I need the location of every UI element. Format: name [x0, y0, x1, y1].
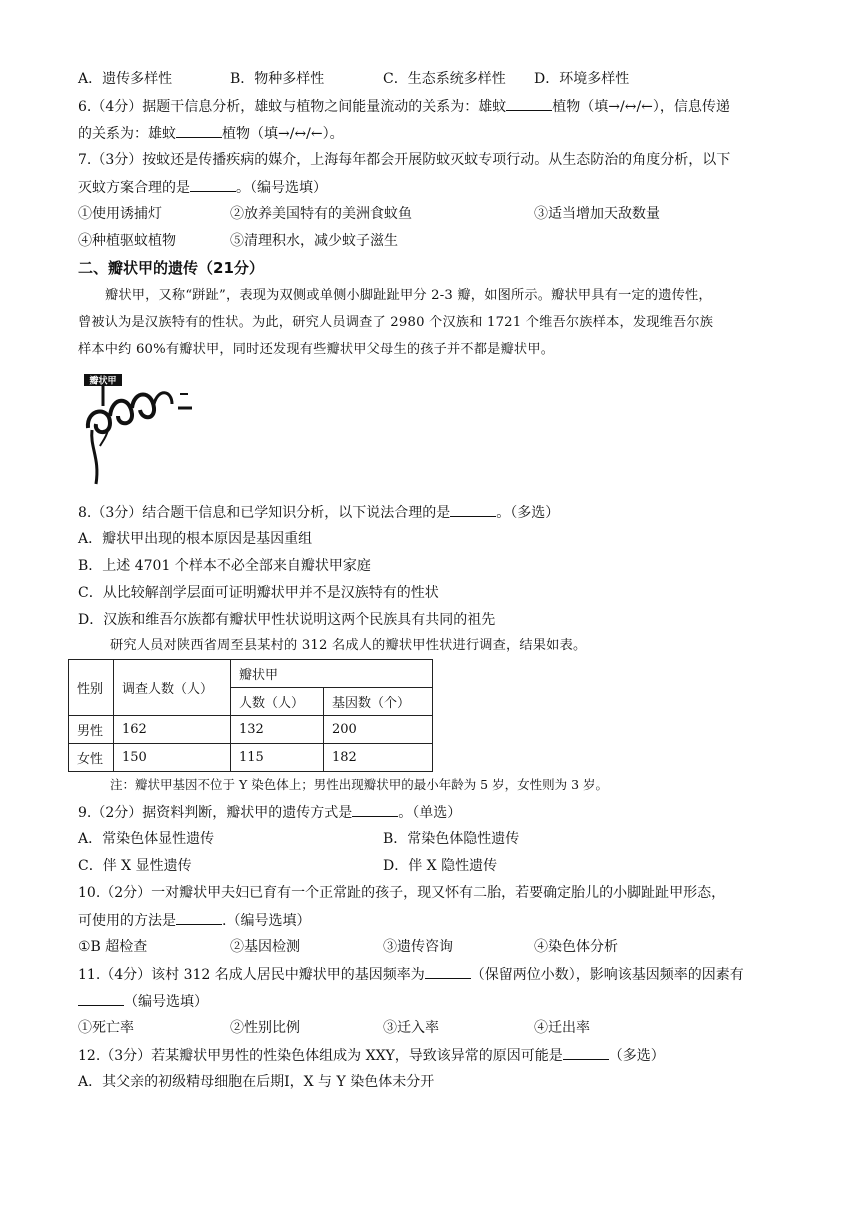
q10-stem-line1: 10.（2分）一对瓣状甲夫妇已育有一个正常趾的孩子，现又怀有二胎，若要确定胎儿的小脚趾趾甲形态，: [78, 885, 726, 901]
q6-text-part3: 的关系为：雄蚊: [78, 126, 176, 142]
q9-blank[interactable]: [352, 802, 398, 817]
q7-option-1: ①使用诱捕灯: [78, 206, 162, 222]
table-note: 注：瓣状甲基因不位于 Y 染色体上；男性出现瓣状甲的最小年龄为 5 岁，女性则为 3 岁。: [110, 777, 608, 792]
q10-option-2: ②基因检测: [230, 939, 300, 955]
q6-line1: [78, 96, 730, 117]
q6-blank-1[interactable]: [506, 96, 552, 111]
q7-option-4: ④种植驱蚊植物: [78, 233, 176, 249]
cell-genes: 200: [324, 716, 433, 744]
q8-stem: [78, 502, 559, 523]
q7-option-3: ③适当增加天敌数量: [534, 206, 660, 222]
header-count: 调查人数（人）: [114, 660, 231, 716]
q8-option-d: D．汉族和维吾尔族都有瓣状甲性状说明这两个民族具有共同的祖先: [78, 612, 496, 628]
q9-stem: [78, 802, 461, 823]
q7-stem-line2: [78, 177, 327, 198]
q6-text-part2: 植物（填→/↔/←），信息传递: [552, 99, 730, 115]
table-header-row: [69, 660, 433, 688]
section-2-para-line3: 样本中约 60%有瓣状甲，同时还发现有些瓣状甲父母生的孩子并不都是瓣状甲。: [78, 342, 555, 357]
q7-text-b: 。（编号选填）: [236, 180, 327, 196]
q10-option-1: ①B 超检查: [78, 939, 148, 955]
q8-option-a: A．瓣状甲出现的根本原因是基因重组: [78, 531, 313, 547]
foot-outline: [92, 430, 97, 484]
q6-text-part4: 植物（填→/↔/←）。: [222, 126, 344, 142]
q12-blank[interactable]: [563, 1045, 609, 1060]
cell-genes: 182: [324, 744, 433, 772]
q10-blank[interactable]: [176, 910, 222, 925]
section-2-para-line1: 瓣状甲，又称“跰趾”，表现为双侧或单侧小脚趾趾甲分 2-3 瓣，如图所示。瓣状甲具有一定的遗传性，: [105, 288, 712, 303]
survey-table: [68, 659, 433, 772]
q12-text-a: 12.（3分）若某瓣状甲男性的性染色体组成为 XXY，导致该异常的原因可能是: [78, 1048, 563, 1064]
q8-text-a: 8.（3分）结合题干信息和已学知识分析，以下说法合理的是: [78, 505, 451, 521]
toe-outline-3: [132, 395, 154, 418]
q7-option-2: ②放养美国特有的美洲食蚊鱼: [230, 206, 412, 222]
cell-count: 162: [114, 716, 231, 744]
header-sex: 性别: [69, 660, 114, 716]
q11-text-a: 11.（4分）该村 312 名成人居民中瓣状甲的基因频率为: [78, 967, 425, 983]
q8-option-c: C．从比较解剖学层面可证明瓣状甲并不是汉族特有的性状: [78, 585, 439, 601]
q10-text-a: 可使用的方法是: [78, 913, 176, 929]
table-row: [69, 716, 433, 744]
q9-text-a: 9.（2分）据资料判断，瓣状甲的遗传方式是: [78, 805, 353, 821]
q9-option-c: C．伴 X 显性遗传: [78, 858, 192, 874]
q11-stem-line1: [78, 964, 744, 985]
q10-text-b: .（编号选填）: [222, 913, 311, 929]
q10-option-3: ③遗传咨询: [383, 939, 453, 955]
q11-option-3: ③迁入率: [383, 1020, 439, 1036]
q11-option-2: ②性别比例: [230, 1020, 300, 1036]
q9-option-b: B．常染色体隐性遗传: [383, 831, 520, 847]
table-row: [69, 744, 433, 772]
q6-line2: [78, 123, 344, 144]
q8-blank[interactable]: [450, 502, 496, 517]
q12-text-b: （多选）: [608, 1048, 665, 1064]
cell-persons: 115: [231, 744, 324, 772]
cell-sex: 男性: [69, 716, 114, 744]
q11-text-b: （保留两位小数），影响该基因频率的因素有: [470, 967, 744, 983]
header-persons: 人数（人）: [231, 688, 324, 716]
cell-count: 150: [114, 744, 231, 772]
q11-option-4: ④迁出率: [534, 1020, 590, 1036]
q7-stem-line1: 7.（3分）按蚊还是传播疾病的媒介，上海每年都会开展防蚊灭蚊专项行动。从生态防治的角度分析，以下: [78, 152, 731, 168]
section-2-para-line2: 曾被认为是汉族特有的性状。为此，研究人员调查了 2980 个汉族和 1721 个维吾尔族样本，发现维吾尔族: [78, 315, 714, 330]
q9-text-b: 。（单选）: [398, 805, 462, 821]
survey-intro: 研究人员对陕西省周至县某村的 312 名成人的瓣状甲性状进行调查，结果如表。: [110, 638, 587, 653]
q8-option-b: B．上述 4701 个样本不必全部来自瓣状甲家庭: [78, 558, 371, 574]
q10-option-4: ④染色体分析: [534, 939, 618, 955]
q10-stem-line2: [78, 910, 310, 931]
split-nail-figure: [80, 368, 200, 486]
q11-option-1: ①死亡率: [78, 1020, 134, 1036]
q5-option-c: C．生态系统多样性: [383, 71, 506, 87]
q9-option-d: D．伴 X 隐性遗传: [383, 858, 498, 874]
q7-blank[interactable]: [190, 177, 236, 192]
q11-text-c: （编号选填）: [124, 994, 208, 1010]
q7-option-5: ⑤清理积水，减少蚊子滋生: [230, 233, 398, 249]
q5-option-d: D．环境多样性: [534, 71, 630, 87]
q9-option-a: A．常染色体显性遗传: [78, 831, 215, 847]
q12-option-a: A．其父亲的初级精母细胞在后期Ⅰ，X 与 Y 染色体未分开: [78, 1074, 435, 1090]
q11-stem-line2: [78, 991, 208, 1012]
q8-text-b: 。（多选）: [496, 505, 560, 521]
q11-blank-2[interactable]: [78, 991, 124, 1006]
header-trait: 瓣状甲: [231, 660, 433, 688]
q11-blank-1[interactable]: [425, 964, 471, 979]
q7-text-a: 灭蚊方案合理的是: [78, 180, 190, 196]
q12-stem: [78, 1045, 665, 1066]
figure-label: 瓣状甲: [89, 376, 117, 387]
header-genes: 基因数（个）: [324, 688, 433, 716]
q5-option-b: B．物种多样性: [230, 71, 325, 87]
q5-option-a: A．遗传多样性: [78, 71, 173, 87]
toe-outline-4: [154, 393, 172, 404]
toe-outline-2: [110, 401, 132, 424]
toe-outline-1: [88, 412, 110, 433]
section-2-title: 二、瓣状甲的遗传（21分）: [78, 259, 264, 277]
q6-text-part1: 6.（4分）据题干信息分析，雄蚊与植物之间能量流动的关系为：雄蚊: [78, 99, 507, 115]
q6-blank-2[interactable]: [176, 123, 222, 138]
cell-persons: 132: [231, 716, 324, 744]
cell-sex: 女性: [69, 744, 114, 772]
